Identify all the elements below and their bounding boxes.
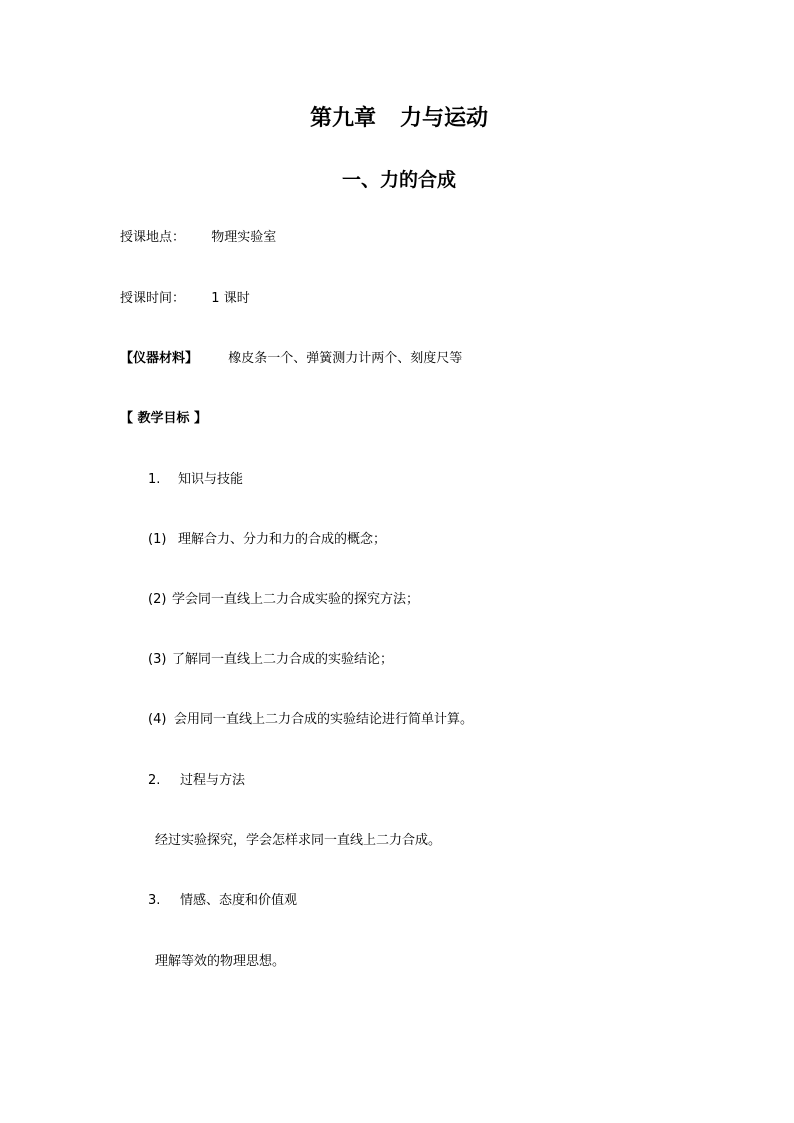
process-text: 经过实验探究，学会怎样求同一直线上二力合成。 xyxy=(155,833,442,848)
knowledge-point-text: 会用同一直线上二力合成的实验结论进行简单计算。 xyxy=(174,712,474,727)
chapter-title xyxy=(0,104,794,134)
section-title: 一、力的合成 xyxy=(341,169,456,191)
objective-item xyxy=(148,892,297,910)
location-label: 授课地点： xyxy=(120,230,186,245)
materials-label: 【仪器材料】 xyxy=(120,351,199,366)
duration-label: 授课时间： xyxy=(120,291,186,306)
attitude-text: 理解等效的物理思想。 xyxy=(155,954,286,969)
knowledge-point-text: 了解同一直线上二力合成的实验结论； xyxy=(172,652,394,667)
knowledge-point-number: (1) xyxy=(148,532,167,547)
location-row xyxy=(120,229,276,247)
knowledge-point xyxy=(148,651,393,669)
objective-number: 2. xyxy=(148,773,161,788)
chapter-name: 力与运动 xyxy=(400,106,489,131)
knowledge-point-text: 理解合力、分力和力的合成的概念； xyxy=(178,532,387,547)
knowledge-point-number: (3) xyxy=(148,652,167,667)
knowledge-point xyxy=(148,591,419,609)
objective-number: 1. xyxy=(148,472,161,487)
objective-number: 3. xyxy=(148,893,161,908)
objective-item xyxy=(148,471,243,489)
materials-value: 橡皮条一个、弹簧测力计两个、刻度尺等 xyxy=(228,351,463,366)
knowledge-point-number: (4) xyxy=(148,712,167,727)
knowledge-point xyxy=(148,711,473,729)
knowledge-point-text: 学会同一直线上二力合成实验的探究方法； xyxy=(172,592,420,607)
duration-value: 1 课时 xyxy=(211,291,250,306)
objectives-heading: 【 教学目标 】 xyxy=(120,411,208,426)
objective-label: 知识与技能 xyxy=(178,472,244,487)
objective-item xyxy=(148,772,245,790)
objective-label: 情感、态度和价值观 xyxy=(180,893,298,908)
materials-row xyxy=(120,350,462,368)
chapter-label: 第九章 xyxy=(309,106,376,131)
knowledge-point-number: (2) xyxy=(148,592,167,607)
objective-label: 过程与方法 xyxy=(180,773,246,788)
location-value: 物理实验室 xyxy=(211,230,277,245)
duration-row xyxy=(120,290,250,308)
knowledge-point xyxy=(148,531,386,549)
